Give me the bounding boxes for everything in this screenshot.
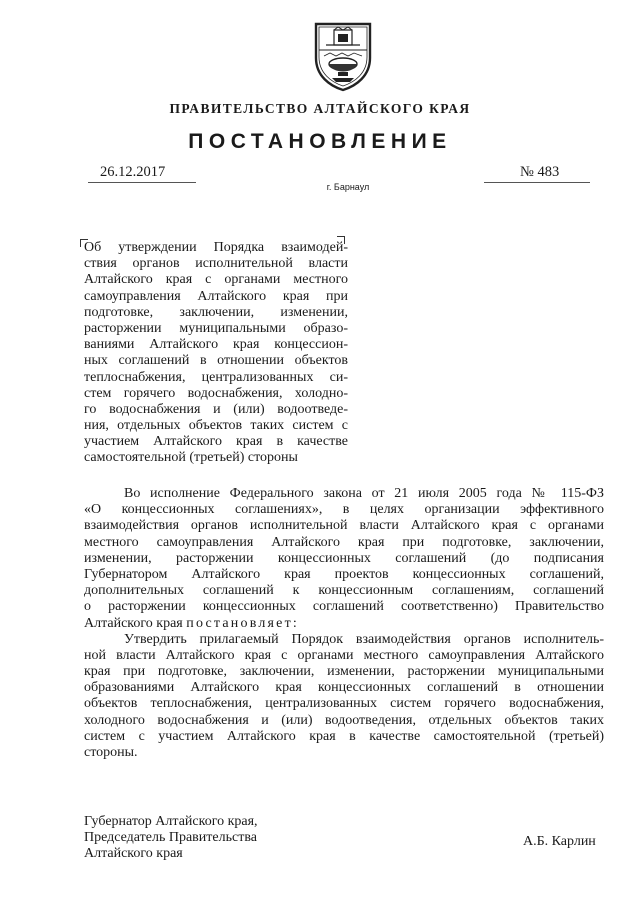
body-line: края при подготовке, заключении, изменении, расторжении муниципальными	[84, 664, 604, 680]
signatory-position	[84, 814, 258, 862]
body-line: холодного водоснабжения и (или) водоотведения, отдельных объектов таких	[84, 712, 604, 728]
position-line: Председатель Правительства	[84, 830, 257, 845]
document-type: ПОСТАНОВЛЕНИЕ	[188, 130, 452, 153]
coat-of-arms-icon	[312, 20, 374, 92]
decree-body	[84, 486, 604, 761]
signatory-name: А.Б. Карлин	[523, 834, 596, 849]
body-line: дополнительных соглашений к концессионным соглашениям, соглашений	[84, 583, 604, 599]
body-line: Во исполнение Федерального закона от 21 июля 2005 года № 115-ФЗ	[124, 486, 604, 501]
body-line: Утвердить прилагаемый Порядок взаимодействия органов исполнитель-	[124, 631, 604, 647]
body-line: образованиями Алтайского края концессионных соглашений в отношении	[84, 680, 604, 696]
decree-prefix: Алтайского края	[84, 615, 187, 631]
subject-line: ваниями Алтайского края концессион-	[84, 337, 348, 353]
subject-line: ных соглашений в отношении объектов	[84, 353, 348, 369]
subject-line: теплоснабжения, централизованных си-	[84, 369, 348, 385]
body-line: систем с участием Алтайского края в качестве самостоятельной (третьей)	[84, 728, 604, 744]
body-line: объектов теплоснабжения, централизованных систем горячего водоснабжения,	[84, 696, 604, 712]
subject-line: ствия органов исполнительной власти	[84, 256, 348, 272]
organization-title: ПРАВИТЕЛЬСТВО АЛТАЙСКОГО КРАЯ	[169, 101, 471, 116]
city-label: г. Барнаул	[326, 182, 370, 192]
subject-line: самостоятельной (третьей) стороны	[84, 450, 298, 466]
decree-word: постановляет:	[186, 615, 299, 631]
document-number: № 483	[520, 164, 560, 180]
subject-line: расторжении муниципальными образо-	[84, 320, 348, 336]
body-line: «О концессионных соглашениях», в целях организации эффективного	[84, 502, 604, 518]
subject-line: стем горячего водоснабжения, холодно-	[84, 385, 348, 401]
decree-subject	[84, 240, 348, 467]
subject-line: ния, отдельных объектов таких систем с	[84, 418, 348, 434]
subject-line: Алтайского края с органами местного	[84, 272, 348, 288]
subject-line: Об утверждении Порядка взаимодей-	[84, 240, 348, 255]
body-line: изменении, расторжении концессионных соглашений (до подписания	[84, 550, 604, 566]
body-line: ной власти Алтайского края с органами местного самоуправления Алтайского	[84, 647, 604, 663]
subject-line: го водоснабжения и (или) водоотведе-	[84, 401, 348, 417]
body-line: стороны.	[84, 745, 138, 760]
decree-clause-line	[84, 616, 604, 632]
subject-line: подготовке, заключении, изменении,	[84, 304, 348, 320]
position-line: Губернатор Алтайского края,	[84, 814, 258, 829]
subject-line: самоуправления Алтайского края при	[84, 288, 348, 304]
body-line: о расторжении концессионных соглашений соответственно) Правительство	[84, 599, 604, 615]
document-date: 26.12.2017	[100, 164, 166, 180]
body-line: местного самоуправления Алтайского края при подготовке, заключении,	[84, 534, 604, 550]
body-line: взаимодействия органов исполнительной власти Алтайского края с органами	[84, 518, 604, 534]
subject-line: участием Алтайского края в качестве	[84, 434, 348, 450]
body-line: Губернатором Алтайского края проектов концессионных соглашений,	[84, 566, 604, 582]
position-line: Алтайского края	[84, 846, 183, 861]
